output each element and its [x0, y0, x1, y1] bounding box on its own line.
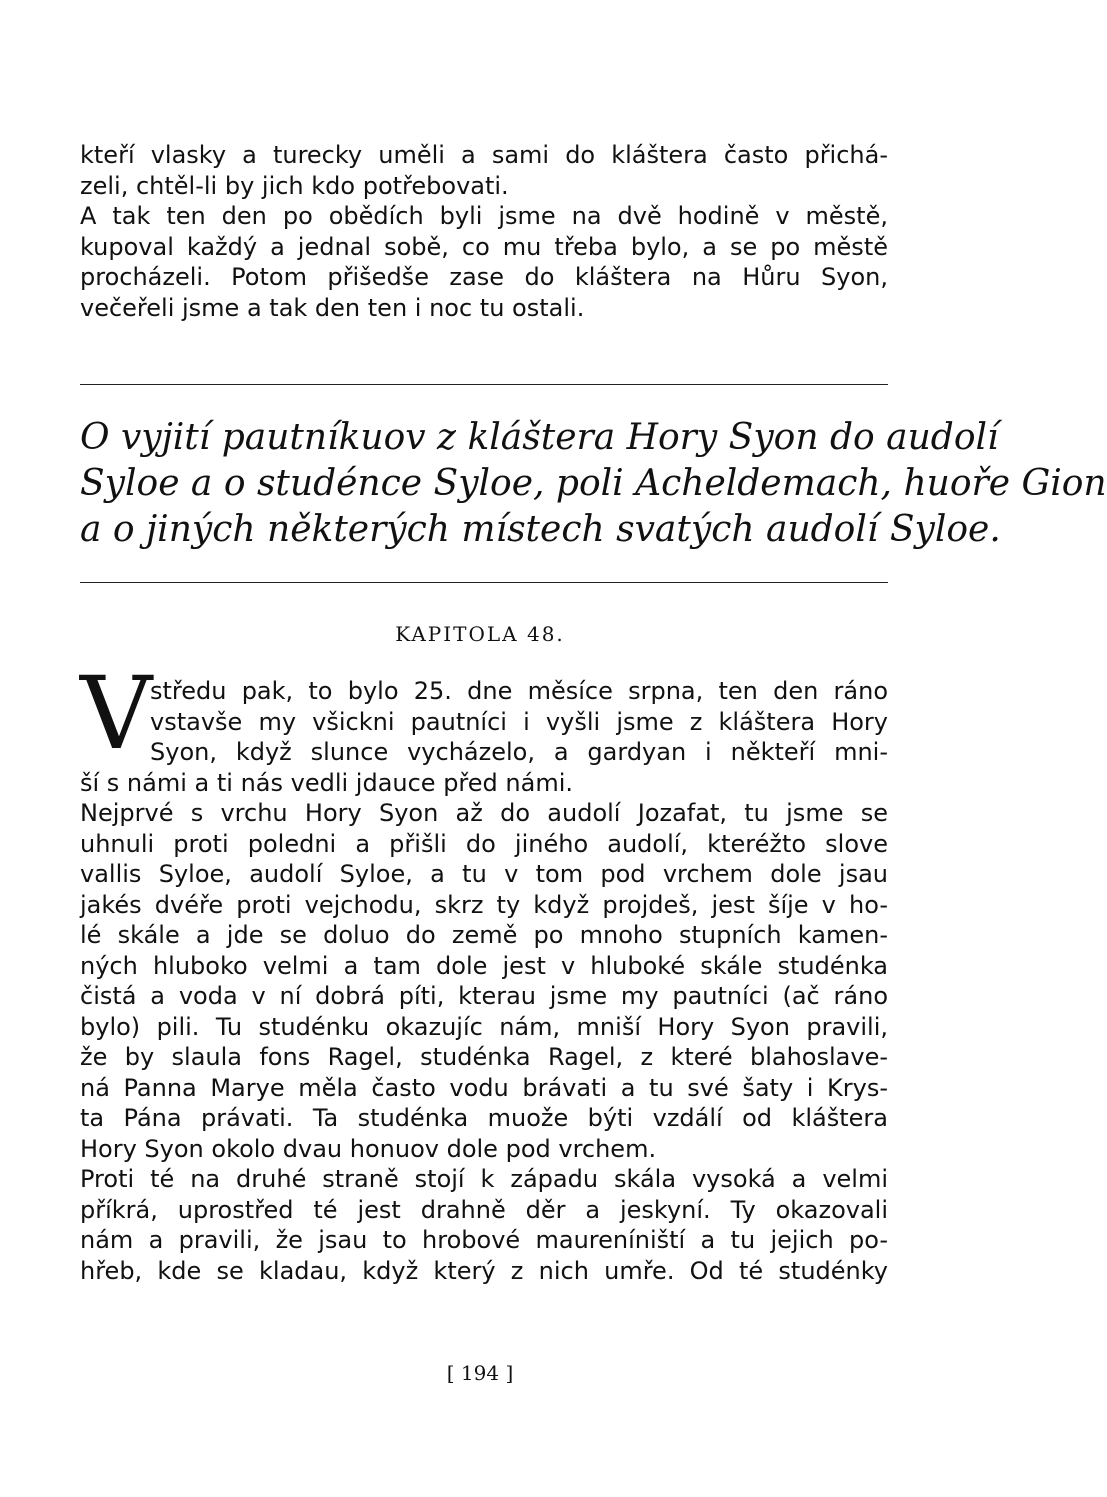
heading-line: a o jiných některých místech svatých audolí Syloe.	[80, 509, 1001, 550]
text-line: Proti té na druhé straně stojí k západu skála vysoká a velmi	[80, 1165, 888, 1193]
text-line: vstavše my všickni pautníci i vyšli jsme z kláštera Hory	[150, 707, 888, 736]
page-number: [ 194 ]	[446, 1361, 514, 1385]
text-line: hřeb, kde se kladau, když který z nich umře. Od té studénky	[80, 1256, 888, 1285]
text-line: ná Panna Marye měla často vodu brávati a tu své šaty i Krys-	[80, 1073, 888, 1102]
text-line: čistá a voda v ní dobrá píti, kterau jsme my pautníci (ač ráno	[80, 982, 888, 1010]
text-line: ných hluboko velmi a tam dole jest v hluboké skále studénka	[80, 951, 888, 980]
section-heading	[80, 415, 1107, 553]
text-line: středu pak, to bylo 25. dne měsíce srpna, ten den ráno	[150, 677, 888, 705]
text-line: Nejprvé s vrchu Hory Syon až do audolí Jozafat, tu jsme se	[80, 799, 888, 827]
text-line: zeli, chtěl-li by jich kdo potřebovati.	[80, 171, 509, 200]
chapter-label: KAPITOLA 48.	[395, 622, 565, 646]
text-line: příkrá, uprostřed té jest drahně děr a jeskyní. Ty okazovali	[80, 1195, 888, 1224]
text-line: kupoval každý a jednal sobě, co mu třeba bylo, a se po městě	[80, 232, 888, 261]
text-line: že by slaula fons Ragel, studénka Ragel, z které blahoslave-	[80, 1043, 888, 1071]
text-line: Syon, když slunce vycházelo, a gardyan i někteří mni-	[150, 738, 888, 766]
text-line: A tak ten den po obědích byli jsme na dvě hodině v městě,	[80, 202, 888, 230]
text-line: uhnuli proti poledni a přišli do jiného audolí, kteréžto slove	[80, 829, 888, 858]
text-line: ta Pána právati. Ta studénka muože býti vzdálí od kláštera	[80, 1104, 888, 1132]
heading-line: O vyjití pautníkuov z kláštera Hory Syon do audolí	[80, 417, 999, 458]
text-line: lé skále a jde se doluo do země po mnoho stupních kamen-	[80, 921, 888, 949]
divider-bottom	[80, 582, 888, 583]
text-line: jakés dvéře proti vejchodu, skrz ty když projdeš, jest šíje v ho-	[80, 890, 888, 919]
top-paragraph	[80, 140, 888, 323]
text-line: kteří vlasky a turecky uměli a sami do kláštera často přichá-	[80, 141, 888, 169]
text-line: Hory Syon okolo dvau honuov dole pod vrchem.	[80, 1134, 657, 1163]
heading-line: Syloe a o studénce Syloe, poli Acheldemach, huoře Gion	[80, 463, 1107, 504]
main-text	[80, 676, 888, 1286]
text-line: bylo) pili. Tu studénku okazujíc nám, mniší Hory Syon pravili,	[80, 1012, 888, 1041]
text-line: procházeli. Potom přišedše zase do kláštera na Hůru Syon,	[80, 263, 888, 291]
divider-top	[80, 384, 888, 385]
text-line: večeřeli jsme a tak den ten i noc tu ostali.	[80, 293, 585, 322]
svg-text:V: V	[80, 655, 153, 772]
text-line: ší s námi a ti nás vedli jdauce před námi.	[80, 768, 573, 797]
text-line: vallis Syloe, audolí Syloe, a tu v tom pod vrchem dole jsau	[80, 860, 888, 888]
text-line: nám a pravili, že jsau to hrobové maureníniští a tu jejich po-	[80, 1226, 888, 1254]
